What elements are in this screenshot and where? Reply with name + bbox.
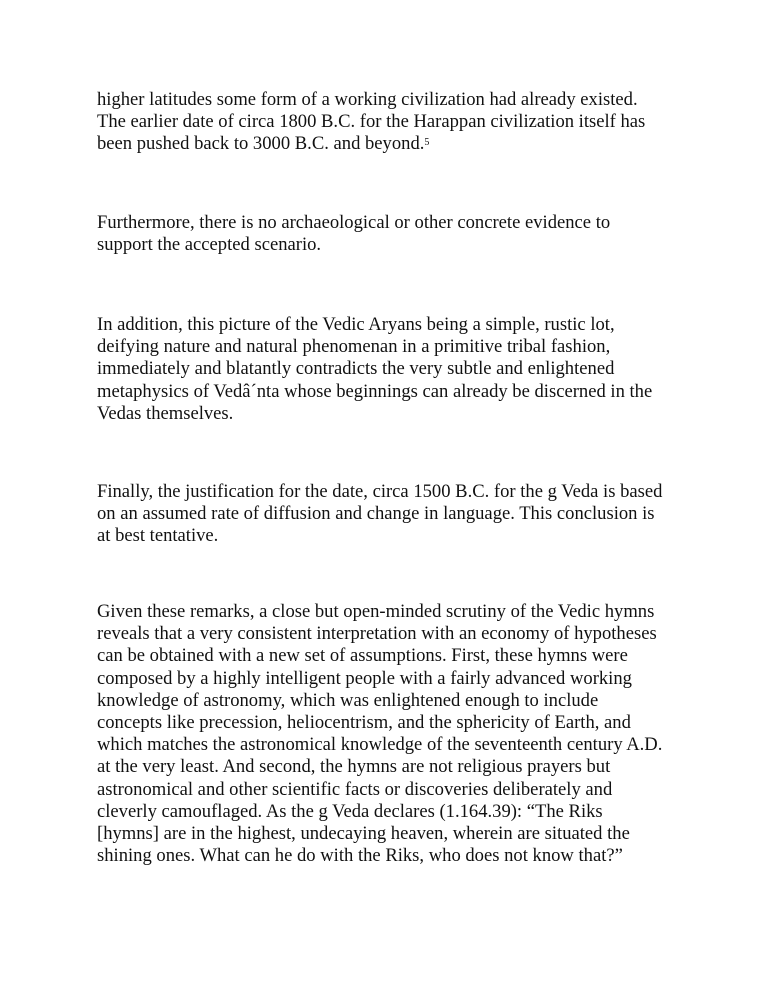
text-line: at best tentative. xyxy=(97,525,219,547)
paragraph-new-assumptions xyxy=(97,601,697,867)
text-line: on an assumed rate of diffusion and change in language. This conclusion is xyxy=(97,503,655,525)
paragraph-vedic-aryans xyxy=(97,314,697,425)
text-line: [hymns] are in the highest, undecaying heaven, wherein are situated the xyxy=(97,823,630,845)
text-line: composed by a highly intelligent people with a fairly advanced working xyxy=(97,667,632,689)
text-line: cleverly camouflaged. As the g Veda declares (1.164.39): “The Riks xyxy=(97,800,603,822)
text-line-content: been pushed back to 3000 B.C. and beyond. xyxy=(97,133,425,155)
paragraph-harappan-date xyxy=(97,89,697,156)
text-line: which matches the astronomical knowledge of the seventeenth century A.D. xyxy=(97,734,663,756)
text-line: metaphysics of Vedâ´nta whose beginnings can already be discerned in the xyxy=(97,380,653,402)
text-line: knowledge of astronomy, which was enlightened enough to include xyxy=(97,689,599,711)
text-line: support the accepted scenario. xyxy=(97,234,322,256)
text-line: higher latitudes some form of a working civilization had already existed. xyxy=(97,89,638,110)
paragraph-no-evidence xyxy=(97,212,697,256)
text-line: astronomical and other scientific facts or discoveries deliberately and xyxy=(97,778,613,800)
text-line: at the very least. And second, the hymns are not religious prayers but xyxy=(97,756,611,778)
text-line: reveals that a very consistent interpretation with an economy of hypotheses xyxy=(97,623,657,645)
text-line: can be obtained with a new set of assumptions. First, these hymns were xyxy=(97,645,628,667)
text-line: shining ones. What can he do with the Riks, who does not know that?” xyxy=(97,845,623,867)
text-line-with-footnote xyxy=(97,133,697,155)
text-line: Furthermore, there is no archaeological or other concrete evidence to xyxy=(97,212,611,233)
paragraph-date-justification xyxy=(97,481,697,548)
text-line: concepts like precession, heliocentrism, and the sphericity of Earth, and xyxy=(97,712,631,734)
text-line: deifying nature and natural phenomenan in a primitive tribal fashion, xyxy=(97,336,611,358)
text-line: Finally, the justification for the date, circa 1500 B.C. for the g Veda is based xyxy=(97,481,663,502)
text-line: immediately and blatantly contradicts the very subtle and enlightened xyxy=(97,358,615,380)
text-line: Given these remarks, a close but open-minded scrutiny of the Vedic hymns xyxy=(97,601,655,622)
text-line: In addition, this picture of the Vedic Aryans being a simple, rustic lot, xyxy=(97,314,615,335)
text-line: Vedas themselves. xyxy=(97,402,234,424)
footnote-marker: 5 xyxy=(424,137,430,149)
text-line: The earlier date of circa 1800 B.C. for the Harappan civilization itself has xyxy=(97,111,646,133)
